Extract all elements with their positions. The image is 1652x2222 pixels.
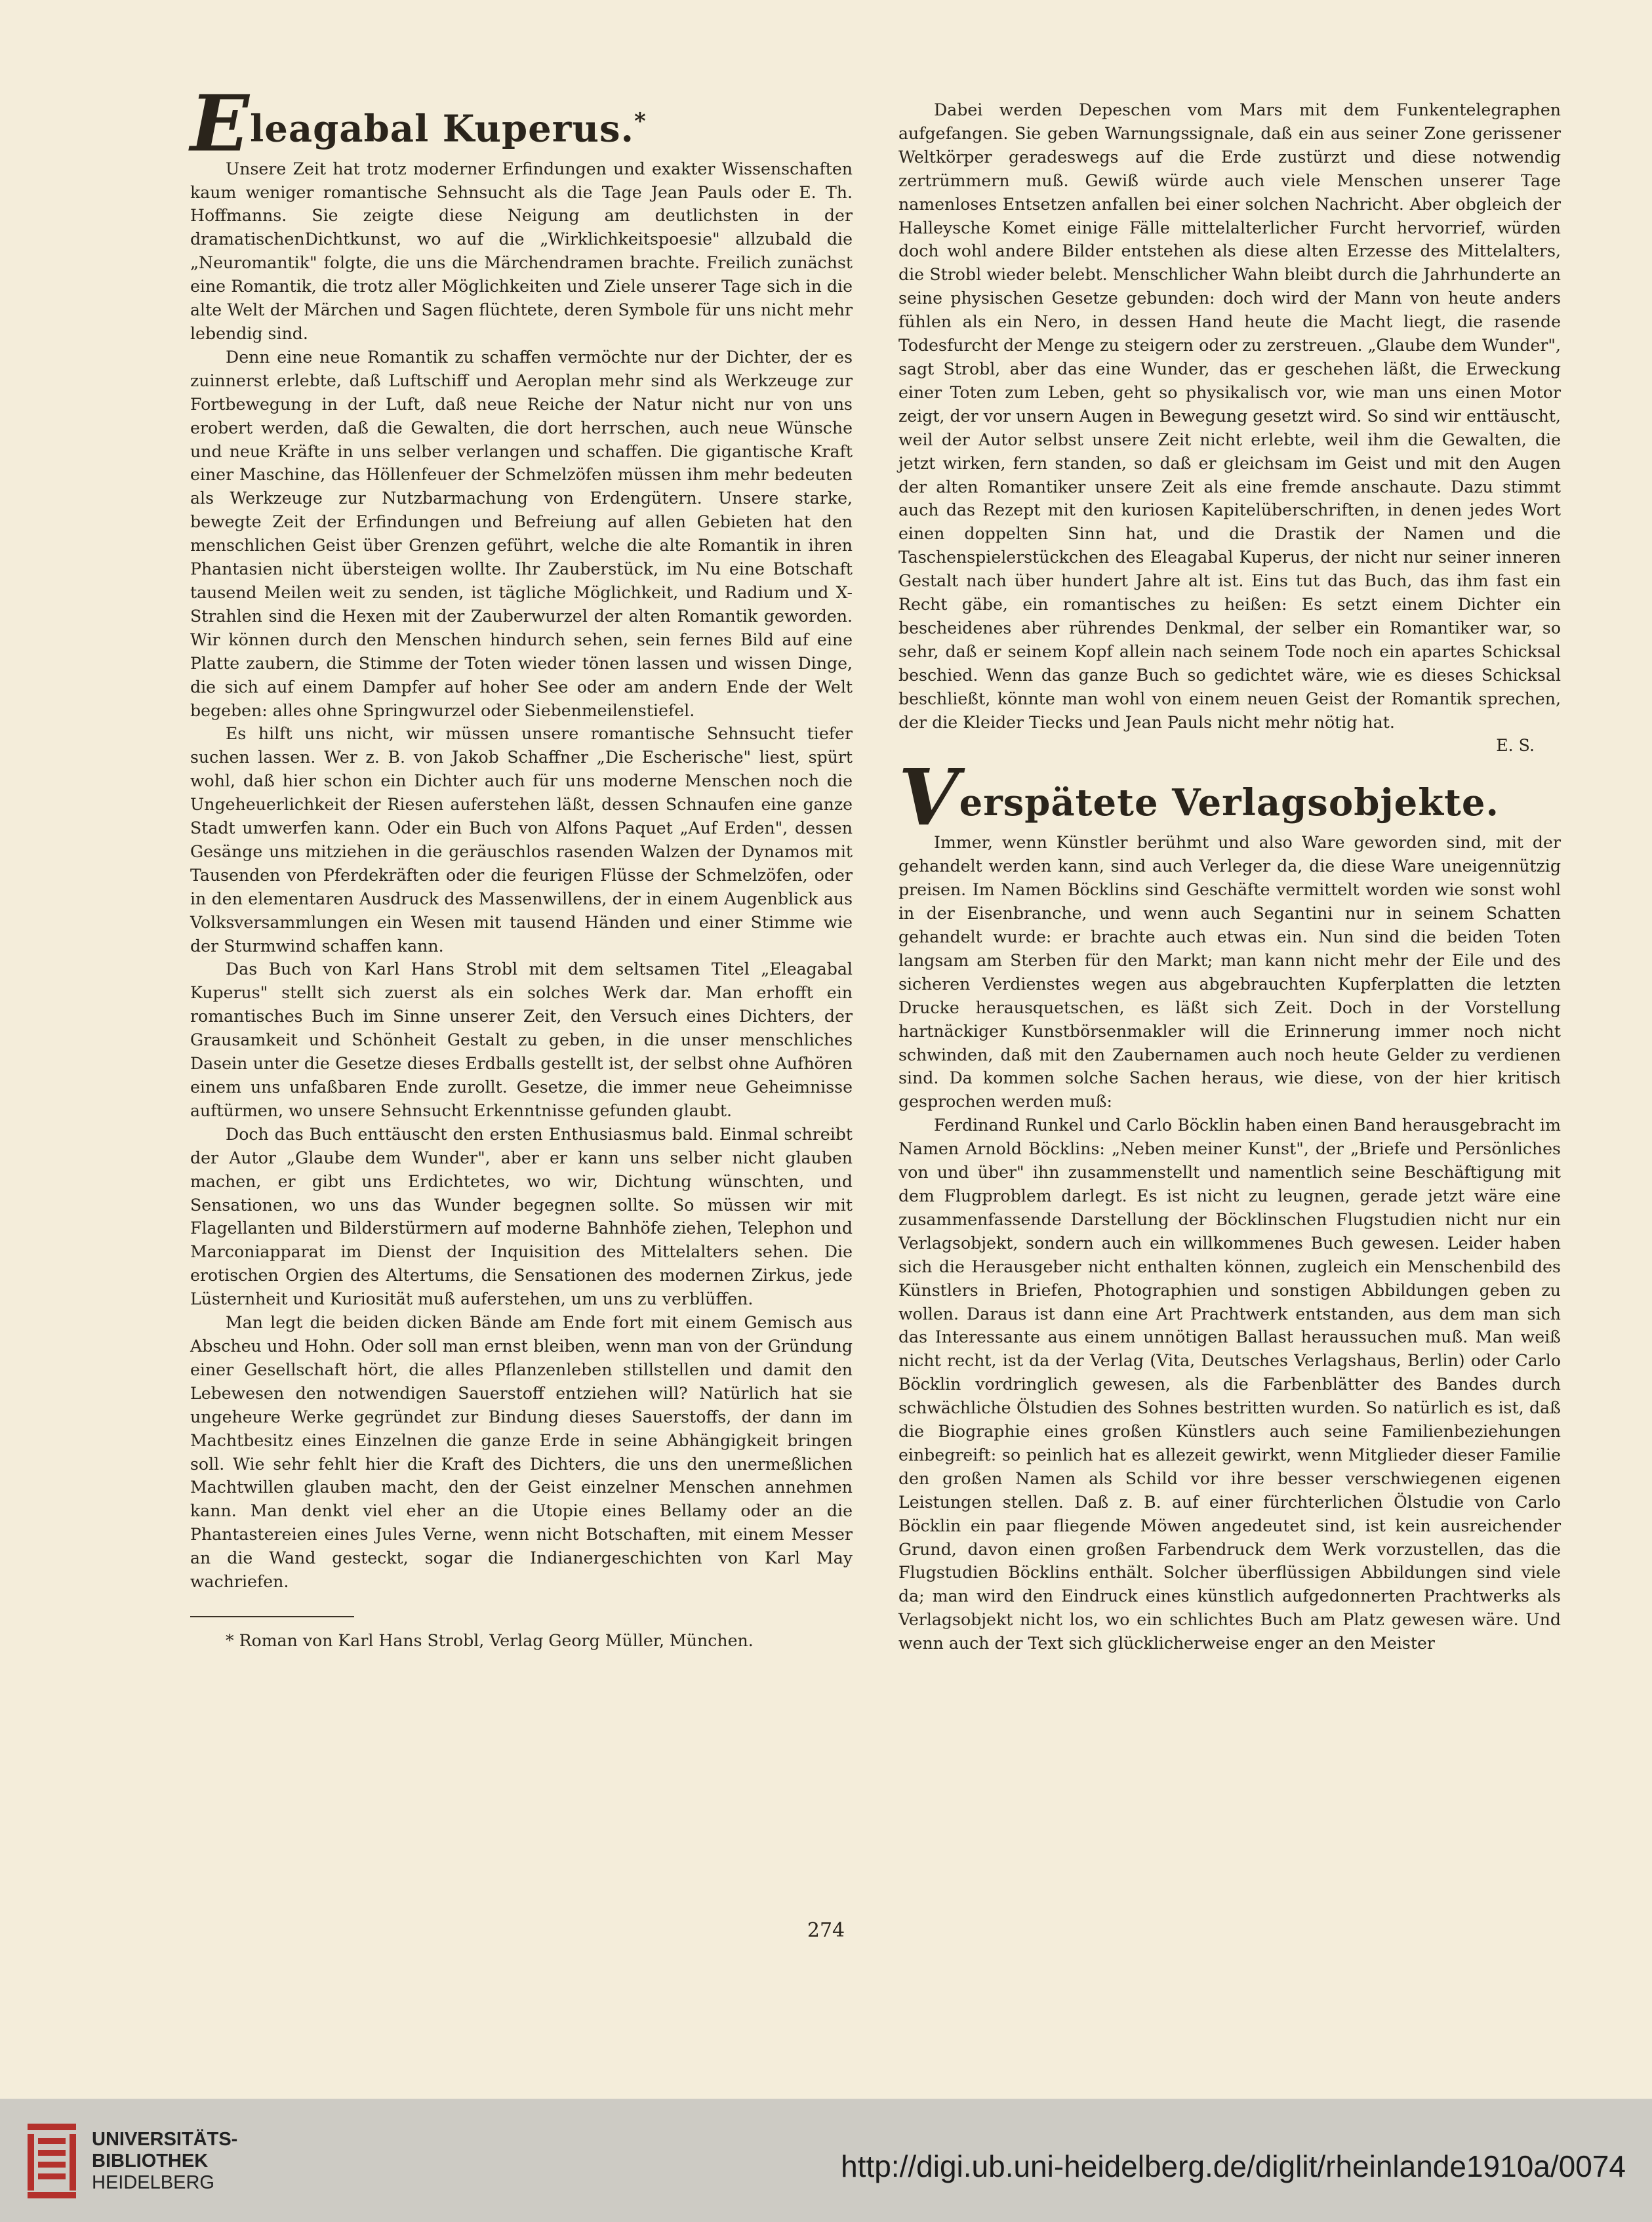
title-initial: V xyxy=(898,752,959,843)
paragraph: Es hilft uns nicht, wir müssen unsere romantische Sehnsucht tiefer suchen lassen. Wer z. B. von Jakob Schaffner „Die Escherische" liest, spürt wohl, daß hier schon ein Dichter auch für uns moderne Menschen noch die Ungeheuerlichkeit der Riesen auferstehen läßt, dessen Schnaufen eine ganze Stadt umwerfen kann. Oder ein Buch von Alfons Paquet „Auf Erden", dessen Gesänge uns mitziehen in die geräuschlos rasenden Walzen der Dynamos mit Tausenden von Pferdekräften oder die feurigen Flüsse der Schmelzöfen, oder in den elementaren Ausdruck des Massenwillens, der in einem Augenblick aus Volksversammlungen ein Wesen mit tausend Händen und einer Stimme wie der Sturmwind schaffen kann. xyxy=(190,724,853,956)
source-url[interactable]: http://digi.ub.uni-heidelberg.de/diglit/rheinlande1910a/0074 xyxy=(841,2149,1626,2183)
left-column xyxy=(190,77,853,1653)
institution-line: UNIVERSITÄTS- xyxy=(92,2129,238,2150)
article-title-verlagsobjekte xyxy=(898,752,1561,843)
paragraph: Immer, wenn Künstler berühmt und also Ware geworden sind, mit der gehandelt werden kann, sind auch Verleger da, die diese Ware uneigennützig preisen. Im Namen Böcklins sind Geschäfte vermittelt worden wie sonst wohl in der Eisenbranche, und wenn auch Segantini nur in seinem Schatten gehandelt wurde: er brachte auch etwas ein. Nun sind die beiden Toten langsam am Sterben für den Markt; man kann nicht mehr der Eile und des sicheren Verdienstes wegen aus abgebrauchten Kupferplatten die letzten Drucke herausquetschen, es läßt sich Zeit. Doch in der Vorstellung hartnäckiger Kunstbörsenmakler will die Erinnerung immer noch nicht schwinden, daß mit den Zaubernamen auch noch heute Gelder zu verdienen sind. Da kommen solche Sachen heraus, wie diese, von der hier kritisch gesprochen werden muß: xyxy=(898,833,1561,1112)
paragraph: Denn eine neue Romantik zu schaffen vermöchte nur der Dichter, der es zuinnerst erlebte, daß Luftschiff und Aeroplan mehr sind als Werkzeuge zur Fortbewegung in der Luft, daß neue Reiche der Natur nicht nur von uns erobert werden, daß die Gewalten, die dort herrschen, auch neue Wünsche und neue Kräfte in uns selber verlangen und schaffen. Die gigantische Kraft einer Maschine, das Höllenfeuer der Schmelzöfen müssen ihm mehr bedeuten als Werkzeuge zur Nutzbarmachung von Erdengütern. Unsere starke, bewegte Zeit der Erfindungen und Befreiung auf allen Gebieten hat den menschlichen Geist über Grenzen geführt, welche die alte Romantik in ihren Phantasien nicht übersteigen wollte. Ihr Zauberstück, im Nu eine Botschaft tausend Meilen weit zu senden, ist tägliche Möglichkeit, und Radium und X-Strahlen sind die Hexen mit der Zauberwurzel der alten Romantik geworden. Wir können durch den Menschen hindurch sehen, sein fernes Bild auf eine Platte zaubern, die Stimme der Toten wieder tönen lassen und wissen Dinge, die sich auf einem Dampfer auf hoher See oder am andern Ende der Welt begeben: alles ohne Springwurzel oder Siebenmeilenstiefel. xyxy=(190,347,853,720)
footnote-marker: * xyxy=(634,108,647,134)
right-column xyxy=(898,98,1561,1655)
paragraph: Dabei werden Depeschen vom Mars mit dem Funkentelegraphen aufgefangen. Sie geben Warnungssignale, daß ein aus seiner Zone gerissener Weltkörper geradeswegs auf die Erde zustürzt und diese notwendig zertrümmern muß. Gewiß würde auch viele Menschen unserer Tage namenloses Entsetzen anfallen bei einer solchen Nachricht. Aber obgleich der Halleysche Komet einige Fälle mittelalterlicher Furcht hervorrief, würden doch wohl andere Bilder entstehen als diese alten Erzesse des Mittelalters, die Strobl wieder belebt. Menschlicher Wahn bleibt durch die Jahrhunderte an seine physischen Gesetze gebunden: doch wird der Mann von heute anders fühlen als ein Nero, in dessen Hand heute die Macht liegt, die rasende Todesfurcht der Menge zu steigern oder zu zerstreuen. „Glaube dem Wunder", sagt Strobl, aber das eine Wunder, das er geschehen läßt, die Erweckung einer Toten zum Leben, geht so physikalisch vor, wie man uns einen Motor zeigt, der vor unsern Augen in Bewegung gesetzt wird. So sind wir enttäuscht, weil der Autor selbst unsere Zeit nicht erlebte, weil ihm die Gewalten, die jetzt wirken, fern standen, so daß er gleichsam im Geist und mit den Augen der alten Romantiker unsere Zeit als eine fremde anschaute. Dazu stimmt auch das Rezept mit den kuriosen Kapitelüberschriften, in denen jedes Wort einen doppelten Sinn hat, und die Drastik der Namen und die Taschenspielerstückchen des Eleagabal Kuperus, der nicht nur seiner inneren Gestalt nach über hundert Jahre alt ist. Eins tut das Buch, das ihm fast ein Recht gäbe, ein romantisches zu heißen: Es setzt einem Dichter ein bescheidenes aber rührendes Denkmal, der selber ein Romantiker war, so sehr, daß er seinem Kopf allein nach seinem Tode noch ein apartes Schicksal beschied. Wenn das ganze Buch so gedichtet wäre, wie es dieses Schicksal beschließt, könnte man wohl von einem neuen Geist der Romantik sprechen, der die Kleider Tiecks und Jean Pauls nicht mehr nötig hat. xyxy=(898,100,1561,732)
page-number: 274 xyxy=(807,1919,845,1942)
title-text: leagabal Kuperus. xyxy=(249,107,634,151)
library-footer-bar xyxy=(0,2099,1652,2222)
institution-line: BIBLIOTHEK xyxy=(92,2151,209,2172)
footnote-divider xyxy=(190,1616,354,1617)
institution-line: HEIDELBERG xyxy=(92,2172,214,2193)
paragraph: Man legt die beiden dicken Bände am Ende fort mit einem Gemisch aus Abscheu und Hohn. Oder soll man ernst bleiben, wenn man von der Gründung einer Gesellschaft hört, die alles Pflanzenleben stillstellen und damit den Lebewesen den notwendigen Sauerstoff entziehen will? Natürlich hat sie ungeheure Werke gegründet zur Bindung dieses Sauerstoffs, der dann im Machtbesitz eines Einzelnen die ganze Erde in seine Abhängigkeit bringen soll. Wie sehr fehlt hier die Kraft des Dichters, die uns den unermeßlichen Machtwillen glauben macht, den der Geist einzelner Menschen annehmen kann. Man denkt viel eher an die Utopie eines Bellamy oder an die Phantastereien eines Jules Verne, wenn nicht Botschaften, mit einem Messer an die Wand gesteckt, sogar die Indianergeschichten von Karl May wachriefen. xyxy=(190,1313,853,1592)
article-title-eleagabal xyxy=(190,77,853,169)
paragraph: Ferdinand Runkel und Carlo Böcklin haben einen Band herausgebracht im Namen Arnold Böcklins: „Neben meiner Kunst", der „Briefe und Persönliches von und über" ihn zusammenstellt und namentlich seine Beschäftigung mit dem Flugproblem darlegt. Es ist nicht zu leugnen, gerade jetzt wäre eine zusammenfassende Darstellung der Böcklinschen Flugstudien nicht nur ein Verlagsobjekt, sondern auch ein willkommenes Buch gewesen. Leider haben sich die Herausgeber nicht enthalten können, zugleich ein Menschenbild des Künstlers in Briefen, Photographien und sonstigen Abbildungen geben zu wollen. Daraus ist dann eine Art Prachtwerk entstanden, aus dem man sich das Interessante aus einem unnötigen Ballast heraussuchen muß. Man weiß nicht recht, ist da der Verlag (Vita, Deutsches Verlagshaus, Berlin) oder Carlo Böcklin vordringlich gewesen, als die Farbenblätter des Bandes durch schwächliche Ölstudien des Sohnes bestritten wurden. So natürlich es ist, daß die Biographie eines großen Künstlers auch seine Familienbeziehungen einbegreift: so peinlich hat es allezeit gewirkt, wenn Mitglieder dieser Familie den großen Namen als Schild vor ihre besser verschwiegenen eigenen Leistungen stellen. Daß z. B. auf einer fürchterlichen Ölstudie von Carlo Böcklin ein paar fliegende Möwen angedeutet sind, ist kein ausreichender Grund, davon einen großen Farbendruck dem Werk vorzustellen, das die Flugstudien Böcklins enthält. Solcher überflüssigen Abbildungen sind viele da; man wird den Eindruck eines künstlich aufgedonnerten Prachtwerks als Verlagsobjekt nicht los, wo ein schlichtes Buch am Platz gewesen wäre. Und wenn auch der Text sich glücklicherweise enger an den Meister xyxy=(898,1116,1561,1653)
title-initial: E xyxy=(190,77,250,169)
paragraph: Das Buch von Karl Hans Strobl mit dem seltsamen Titel „Eleagabal Kuperus" stellt sich zuerst als ein solches Werk dar. Man erhofft ein romantisches Buch im Sinne unserer Zeit, den Versuch eines Dichters, der Grausamkeit und Schönheit Gestalt zu geben, in die unser menschliches Dasein unter die Gesetze dieses Erdballs gestellt ist, der selbst ohne Aufhören einem uns unfaßbaren Ende zurollt. Gesetze, die immer neue Geheimnisse auftürmen, wo unsere Sehnsucht Erkenntnisse gefunden glaubt. xyxy=(190,960,853,1120)
institution-name xyxy=(92,2129,237,2194)
author-signature: E. S. xyxy=(1496,736,1535,756)
title-text: erspätete Verlagsobjekte. xyxy=(959,781,1500,825)
paragraph: Unsere Zeit hat trotz moderner Erfindungen und exakter Wissenschaften kaum weniger romantische Sehnsucht als die Tage Jean Pauls oder E. Th. Hoffmanns. Sie zeigte diese Neigung am deutlichsten in der dramatischenDichtkunst, wo auf die „Wirklichkeitspoesie" allzubald die „Neuromantik" folgte, die uns die Märchendramen brachte. Freilich zunächst eine Romantik, die trotz aller Möglichkeiten und Ziele unserer Tage sich in die alte Welt der Märchen und Sagen flüchtete, deren Symbole für uns nicht mehr lebendig sind. xyxy=(190,159,853,343)
university-seal-icon xyxy=(24,2118,80,2202)
paragraph: Doch das Buch enttäuscht den ersten Enthusiasmus bald. Einmal schreibt der Autor „Glaube dem Wunder", aber er kann uns selber nicht glauben machen, er gibt uns Erdichtetes, wo wir, Dichtung wünschten, und Sensationen, wo uns das Wunder begegnen sollte. So müssen wir mit Flagellanten und Bilderstürmern auf moderne Bahnhöfe ziehen, Telephon und Marconiapparat im Dienst der Inquisition des Mittelalters sehen. Die erotischen Orgien des Altertums, die Sensationen des modernen Zirkus, jede Lüsternheit und Kuriosität muß auferstehen, um uns zu verblüffen. xyxy=(190,1124,853,1309)
footnote: * Roman von Karl Hans Strobl, Verlag Georg Müller, München. xyxy=(226,1630,754,1650)
